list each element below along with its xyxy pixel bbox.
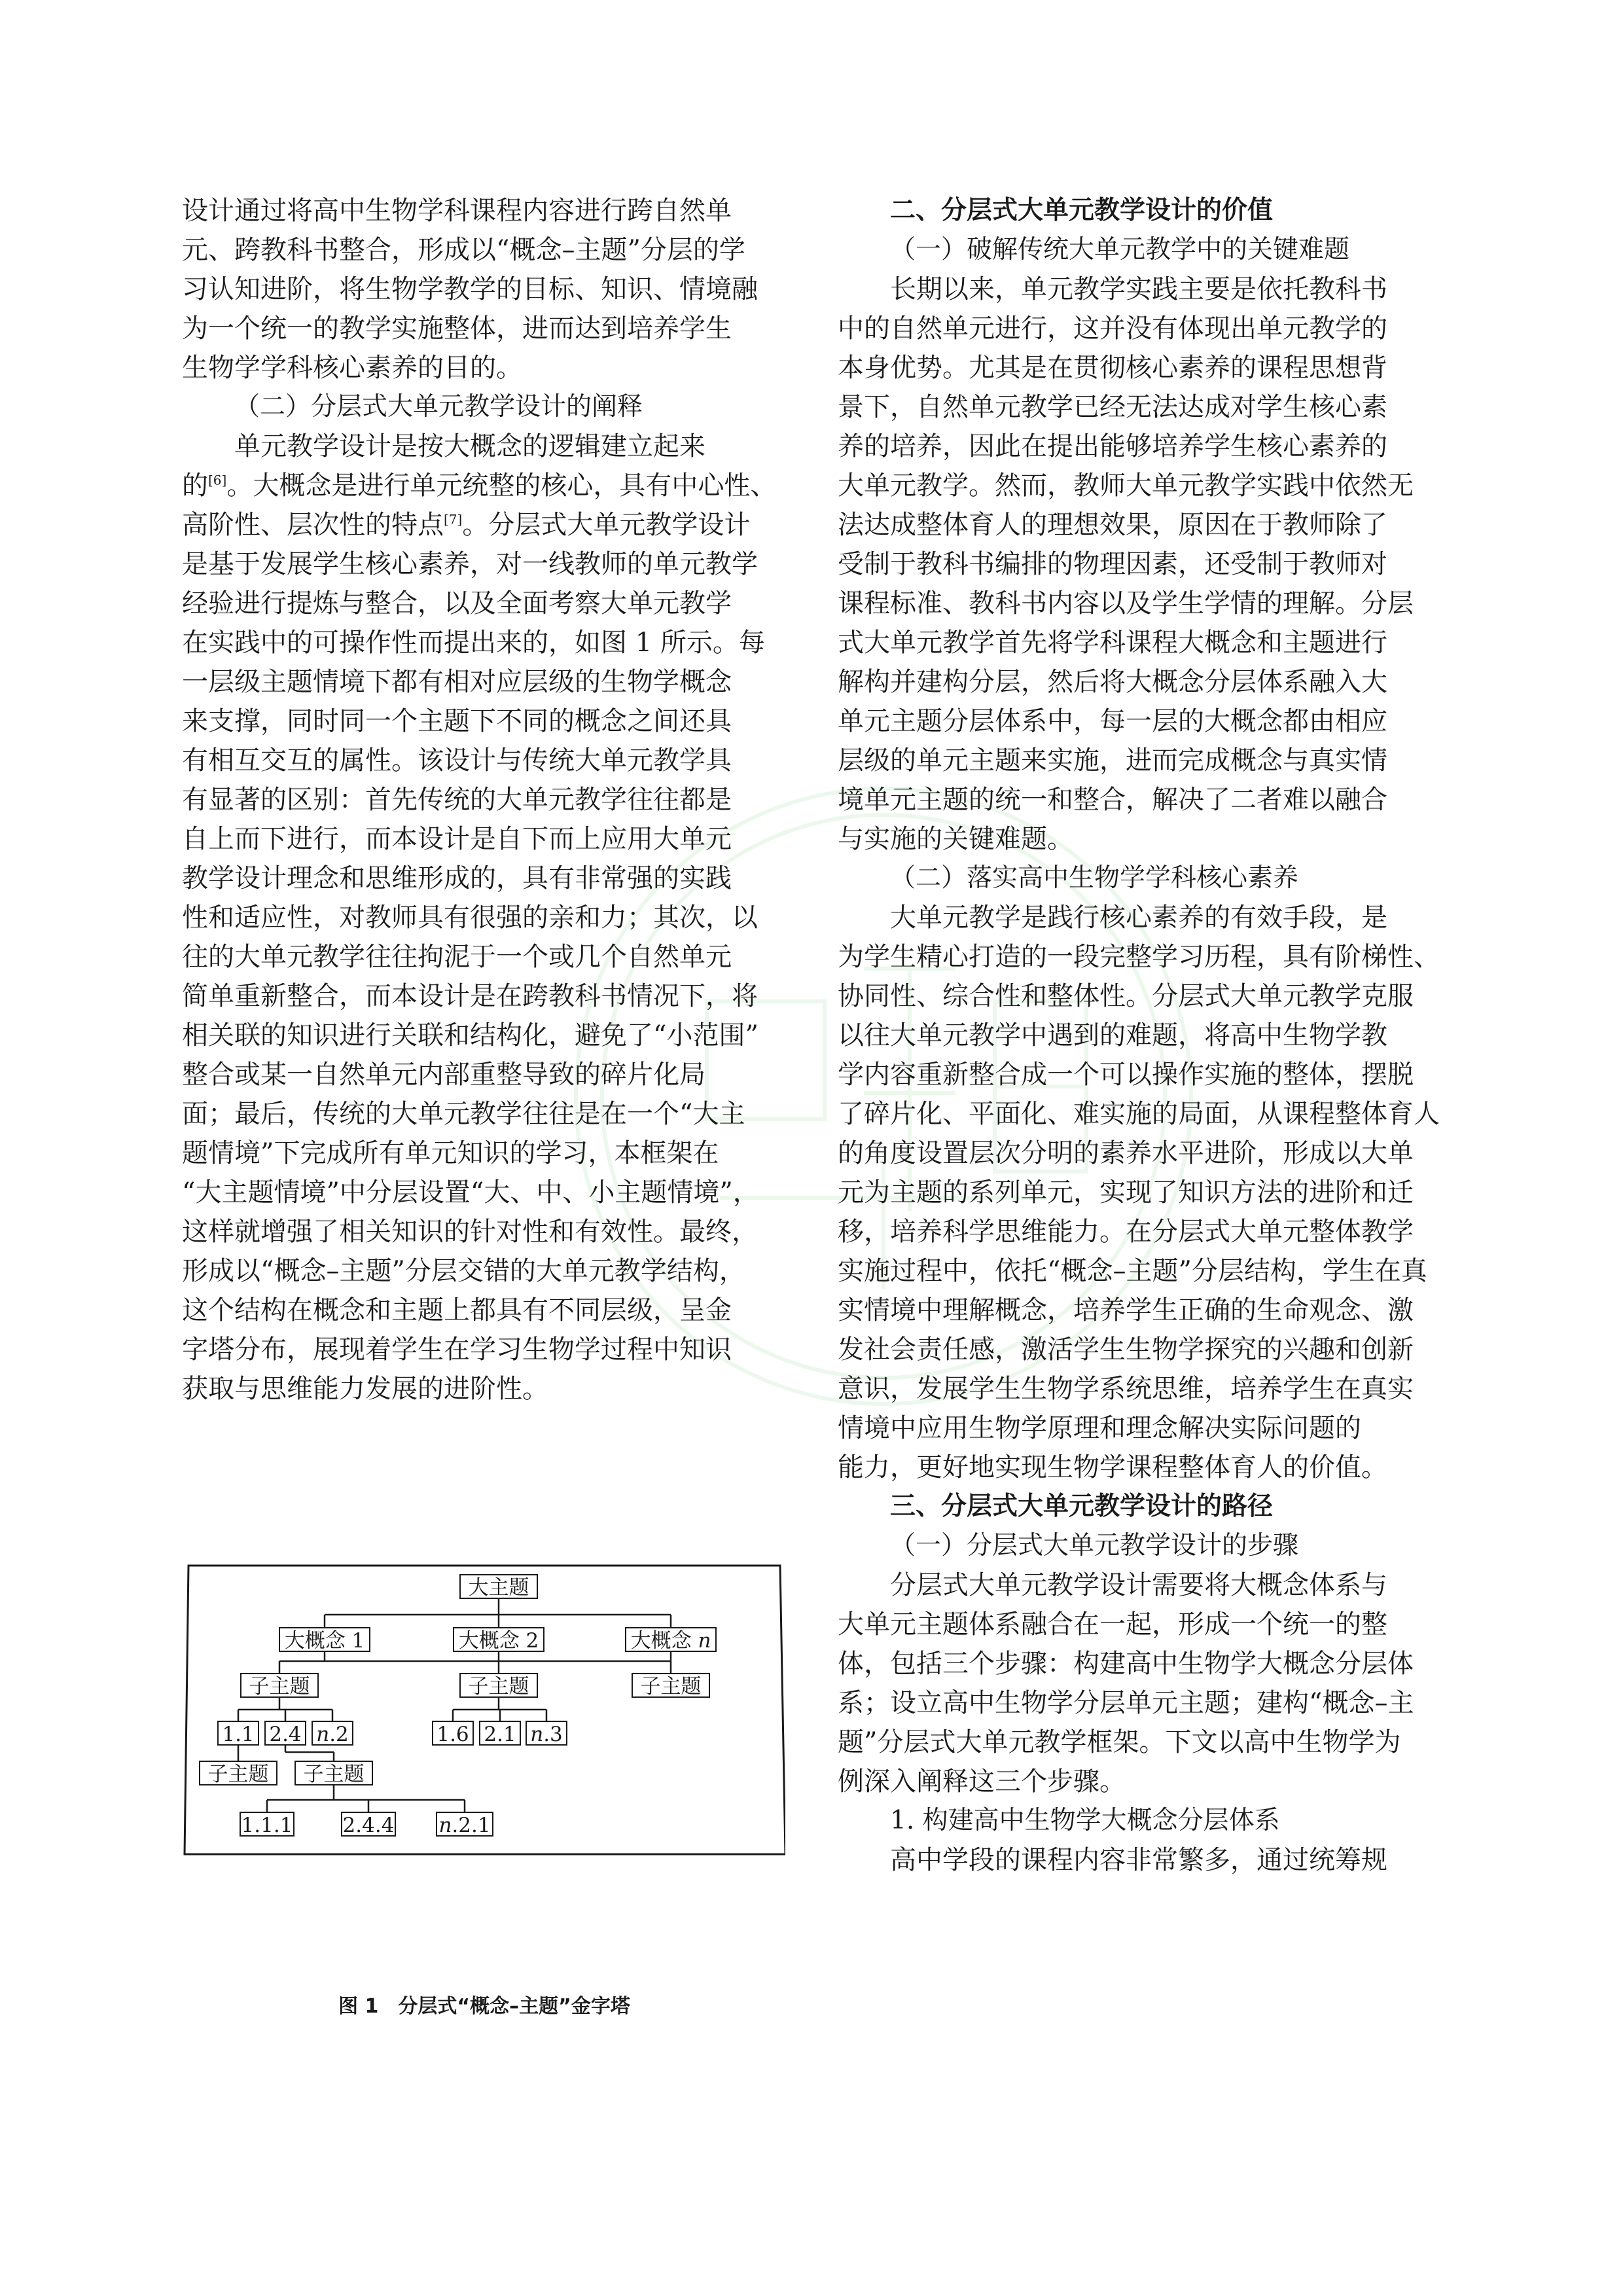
node-leaf	[436, 1812, 493, 1837]
node-label: .2.1	[452, 1814, 491, 1837]
text-line: 受制于教科书编排的物理因素，还受制于教师对	[838, 549, 1387, 579]
text-line: 分层式大单元教学设计需要将大概念体系与	[890, 1570, 1387, 1600]
paragraph-core-literacy	[838, 898, 1440, 1487]
node-label: .2	[329, 1723, 349, 1746]
text-line: 协同性、综合性和整体性。分层式大单元教学克服	[838, 981, 1414, 1011]
text-line: 为一个统一的教学实施整体，进而达到培养学生	[182, 314, 732, 344]
text-line: 了碎片化、平面化、难实施的局面，从课程整体育人	[838, 1099, 1440, 1129]
text-line: 单元主题分层体系中，每一层的大概念都由相应	[838, 706, 1387, 736]
text-line: 字塔分布，展现着学生在学习生物学过程中知识	[182, 1335, 732, 1365]
node-label-variable: n	[698, 1629, 711, 1653]
paragraph-key-problems	[838, 270, 1440, 859]
text-line: 这样就增强了相关知识的针对性和有效性。最终，	[182, 1217, 758, 1247]
section-heading-value: 二、分层式大单元教学设计的价值	[890, 196, 1274, 225]
subsubsection-heading-concept-hierarchy: 1. 构建高中生物学大概念分层体系	[890, 1806, 1280, 1835]
node-leaf: 1.6	[432, 1721, 474, 1746]
text-line: 有相互交互的属性。该设计与传统大单元教学具	[182, 745, 732, 776]
text-segment: 高阶性、层次性的特点	[182, 510, 444, 540]
text-line: 设计通过将高中生物学科课程内容进行跨自然单	[182, 196, 732, 226]
text-line: 来支撑，同时同一个主题下不同的概念之间还具	[182, 706, 732, 736]
node-label-variable: n	[530, 1723, 544, 1746]
text-line: 境单元主题的统一和整合，解决了二者难以融合	[838, 785, 1387, 815]
text-line: 移，培养科学思维能力。在分层式大单元整体教学	[838, 1217, 1414, 1247]
text-line: 中的自然单元进行，这并没有体现出单元教学的	[838, 314, 1387, 344]
text-line: 是基于发展学生核心素养，对一线教师的单元教学	[182, 549, 758, 579]
text-line: 形成以“概念–主题”分层交错的大单元教学结构，	[182, 1256, 745, 1286]
text-line: 层级的单元主题来实施，进而完成概念与真实情	[838, 745, 1387, 776]
text-line: 能力，更好地实现生物学课程整体育人的价值。	[838, 1452, 1387, 1482]
text-line: 高中学段的课程内容非常繁多，通过统筹规	[890, 1845, 1387, 1875]
text-line	[182, 505, 784, 545]
text-line: 以往大单元教学中遇到的难题，将高中生物学教	[838, 1020, 1387, 1050]
node-subtheme: 子主题	[459, 1673, 538, 1698]
text-line: 单元教学设计是按大概念的逻辑建立起来	[234, 431, 705, 461]
subsection-heading-steps: （一）分层式大单元教学设计的步骤	[890, 1531, 1299, 1560]
paragraph-steps	[838, 1566, 1440, 1801]
text-line: 有显著的区别：首先传统的大单元教学往往都是	[182, 785, 732, 815]
text-line: 学内容重新整合成一个可以操作实施的整体，摆脱	[838, 1060, 1414, 1090]
text-line: 体，包括三个步骤：构建高中生物学大概念分层体	[838, 1649, 1414, 1679]
node-leaf: 1.1.1	[240, 1812, 294, 1837]
citation-ref-7[interactable]: [7]	[444, 511, 463, 528]
node-root-theme: 大主题	[459, 1574, 538, 1599]
text-line: 教学设计理念和思维形成的，具有非常强的实践	[182, 863, 732, 893]
node-leaf	[526, 1721, 567, 1746]
node-label-variable: n	[316, 1723, 330, 1746]
text-line: 题情境”下完成所有单元知识的学习，本框架在	[182, 1138, 719, 1168]
text-line: 长期以来，单元教学实践主要是依托教科书	[890, 274, 1387, 304]
text-line: 大单元主题体系融合在一起，形成一个统一的整	[838, 1609, 1387, 1640]
text-line: 大单元教学是践行核心素养的有效手段，是	[890, 903, 1387, 933]
node-subtheme: 子主题	[199, 1761, 277, 1785]
text-line: 自上而下进行，而本设计是自下而上应用大单元	[182, 824, 732, 854]
subsection-heading-key-problems: （一）破解传统大单元教学中的关键难题	[890, 235, 1350, 264]
text-line: 例深入阐释这三个步骤。	[838, 1767, 1126, 1797]
node-label-variable: n	[438, 1814, 452, 1837]
node-leaf	[312, 1721, 353, 1746]
text-line: 这个结构在概念和主题上都具有不同层级，呈金	[182, 1295, 732, 1325]
text-line: 大单元教学。然而，教师大单元教学实践中依然无	[838, 471, 1414, 501]
text-line: 与实施的关键难题。	[838, 824, 1073, 854]
subsection-heading-core-literacy: （二）落实高中生物学学科核心素养	[890, 863, 1299, 893]
node-label: .3	[543, 1723, 563, 1746]
text-line: 面；最后，传统的大单元教学往往是在一个“大主	[182, 1099, 745, 1129]
text-line: 课程标准、教科书内容以及学生学情的理解。分层	[838, 588, 1414, 619]
text-line	[182, 466, 784, 505]
text-line: 实情境中理解概念，培养学生正确的生命观念、激	[838, 1295, 1414, 1325]
figure-caption: 图 1 分层式“概念–主题”金字塔	[338, 1995, 630, 2018]
text-line: 元为主题的系列单元，实现了知识方法的进阶和迁	[838, 1177, 1414, 1208]
left-column	[182, 191, 784, 1408]
text-line: 简单重新整合，而本设计是在跨教科书情况下，将	[182, 981, 758, 1011]
text-segment: 的	[182, 471, 208, 501]
node-leaf: 2.4	[264, 1721, 306, 1746]
text-line: 性和适应性，对教师具有很强的亲和力；其次，以	[182, 903, 758, 933]
text-line: 相关联的知识进行关联和结构化，避免了“小范围”	[182, 1020, 758, 1050]
text-line: 法达成整体育人的理想效果，原因在于教师除了	[838, 510, 1387, 540]
text-line: 式大单元教学首先将学科课程大概念和主题进行	[838, 628, 1387, 658]
text-line: 发社会责任感，激活学生生物学探究的兴趣和创新	[838, 1335, 1414, 1365]
citation-ref-6[interactable]: [6]	[208, 472, 227, 488]
text-line: 一层级主题情境下都有相对应层级的生物学概念	[182, 667, 732, 697]
node-subtheme: 子主题	[240, 1673, 319, 1698]
text-line: 生物学学科核心素养的目的。	[182, 353, 522, 383]
node-leaf: 2.1	[479, 1721, 521, 1746]
node-leaf: 2.4.4	[341, 1812, 396, 1837]
text-line: 经验进行提炼与整合，以及全面考察大单元教学	[182, 588, 732, 619]
text-line: 意识，发展学生生物学系统思维，培养学生在真实	[838, 1374, 1414, 1404]
node-subtheme: 子主题	[632, 1673, 710, 1698]
section-heading-path: 三、分层式大单元教学设计的路径	[890, 1492, 1274, 1521]
text-line: 解构并建构分层，然后将大概念分层体系融入大	[838, 667, 1387, 697]
node-label: 大概念	[630, 1629, 692, 1653]
text-line: 在实践中的可操作性而提出来的，如图 1 所示。每	[182, 628, 765, 658]
node-concept-n	[625, 1627, 717, 1652]
text-line: 情境中应用生物学原理和理念解决实际问题的	[838, 1413, 1361, 1443]
text-line: 元、跨教科书整合，形成以“概念–主题”分层的学	[182, 235, 745, 265]
text-line: 为学生精心打造的一段完整学习历程，具有阶梯性、	[838, 942, 1440, 972]
paragraph-design-explanation	[182, 427, 784, 1408]
text-line: 的角度设置层次分明的素养水平进阶，形成以大单	[838, 1138, 1414, 1168]
text-segment: 。大概念是进行单元统整的核心，具有中心性、	[226, 471, 777, 501]
text-line: 养的培养，因此在提出能够培养学生核心素养的	[838, 431, 1387, 461]
node-concept-1: 大概念 1	[279, 1627, 370, 1652]
text-line: 实施过程中，依托“概念–主题”分层结构，学生在真	[838, 1256, 1427, 1286]
text-line: “大主题情境”中分层设置“大、中、小主题情境”，	[182, 1177, 759, 1208]
text-line: 习认知进阶，将生物学教学的目标、知识、情境融	[182, 274, 758, 304]
paragraph-intro-continued	[182, 191, 784, 387]
right-column	[838, 191, 1440, 1880]
text-line: 题”分层式大单元教学框架。下文以高中生物学为	[838, 1727, 1401, 1757]
subsection-heading-design-explanation: （二）分层式大单元教学设计的阐释	[234, 392, 643, 422]
text-line: 系；设立高中生物学分层单元主题；建构“概念–主	[838, 1688, 1414, 1718]
figure-pyramid	[183, 1564, 785, 1856]
text-segment: 。分层式大单元教学设计	[462, 510, 751, 540]
node-concept-2: 大概念 2	[453, 1627, 544, 1652]
text-line: 获取与思维能力发展的进阶性。	[182, 1374, 548, 1404]
node-subtheme: 子主题	[294, 1761, 373, 1785]
text-line: 本身优势。尤其是在贯彻核心素养的课程思想背	[838, 353, 1387, 383]
text-line: 整合或某一自然单元内部重整导致的碎片化局	[182, 1060, 705, 1090]
node-leaf: 1.1	[217, 1721, 259, 1746]
text-line: 景下，自然单元教学已经无法达成对学生核心素	[838, 392, 1387, 422]
text-line: 往的大单元教学往往拘泥于一个或几个自然单元	[182, 942, 732, 972]
